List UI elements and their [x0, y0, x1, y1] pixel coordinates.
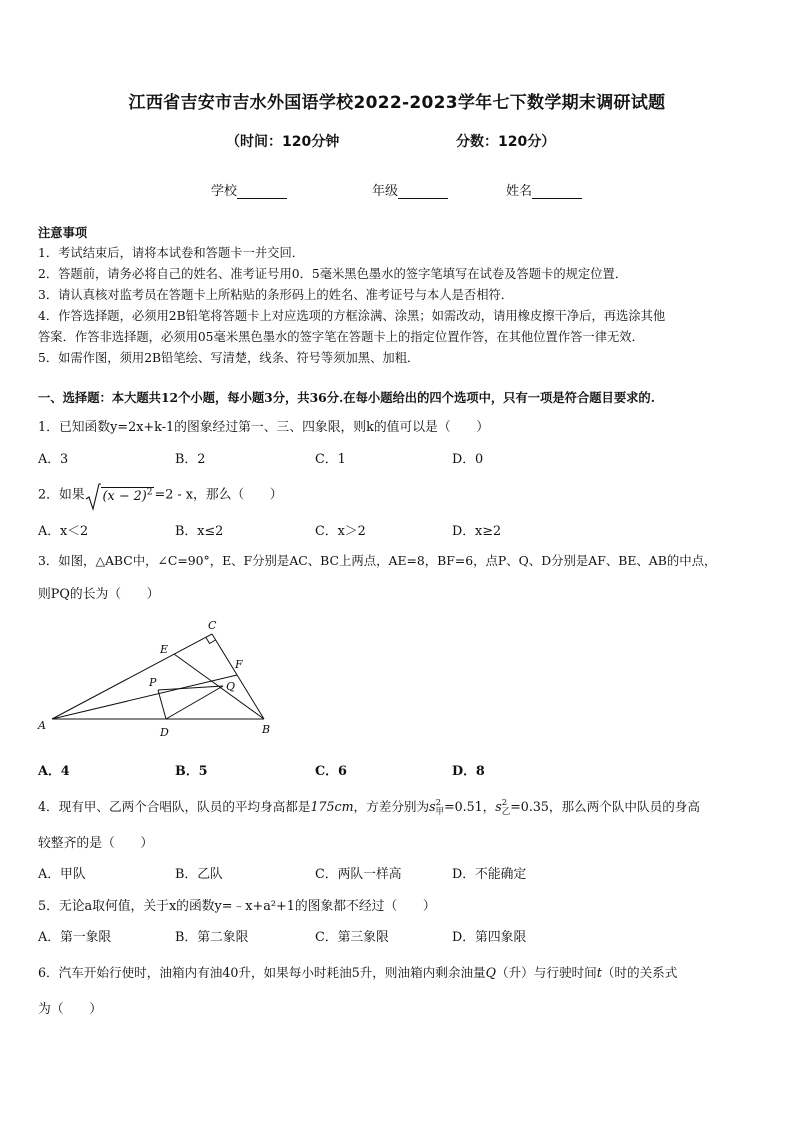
question-4-line1: 4．现有甲、乙两个合唱队，队员的平均身高都是175cm，方差分别为s 2 甲 =0.51，s 2 乙 =0.35，那么两个队中队员的身高: [38, 797, 700, 817]
exam-score: 分数：120分）: [456, 134, 556, 150]
note-item: 2．答题前，请务必将自己的姓名、准考证号用0．5毫米黑色墨水的签字笔填写在试卷及答题卡的规定位置．: [38, 267, 628, 281]
q4-option-b: B．乙队: [175, 867, 223, 882]
grade-blank: [398, 185, 448, 199]
q4-option-c: C．两队一样高: [315, 867, 402, 882]
notes-heading: 注意事项: [38, 225, 88, 240]
segment-PD: [158, 690, 166, 719]
q4-option-a: A．甲队: [38, 867, 86, 882]
segment-PQ: [158, 686, 223, 690]
right-angle-mark: [206, 638, 216, 644]
label-Q: Q: [226, 680, 236, 693]
q5-option-a: A．第一象限: [38, 930, 112, 945]
label-A: A: [38, 719, 46, 732]
grade-label: 年级: [372, 184, 399, 199]
school-blank: [237, 185, 287, 199]
q4-option-d: D．不能确定: [452, 867, 527, 882]
q2-radicand: $(x - 2)^2$: [102, 488, 153, 505]
question-6-line1: 6．汽车开始行使时，油箱内有油40升，如果每小时耗油5升，则油箱内剩余油量Q（升）与行驶时间t（时的关系式: [38, 965, 678, 980]
note-item: 5．如需作图，须用2B铅笔绘、写清楚，线条、符号等须加黑、加粗．: [38, 351, 420, 365]
label-C: C: [208, 619, 217, 632]
label-P: P: [149, 676, 157, 689]
exam-time: （时间：120分钟: [226, 134, 340, 150]
q6-var-Q: Q: [485, 965, 496, 980]
question-3-line1: 3．如图，△ABC中，∠C=90°，E、F分别是AC、BC上两点，AE=8，BF=6，点P、Q、D分别是AF、BE、AB的中点，: [38, 553, 717, 568]
triangle-figure: [36, 612, 286, 742]
name-field: [506, 180, 582, 199]
q5-option-b: B．第二象限: [175, 930, 249, 945]
note-item: 1．考试结束后，请将本试卷和答题卡一并交回．: [38, 246, 305, 260]
question-6-line2: 为（ ）: [38, 1002, 102, 1017]
school-label: 学校: [211, 184, 238, 199]
q2-option-c: C．x＞2: [315, 524, 366, 539]
q1-option-c: C．1: [315, 452, 346, 467]
radical-sign: [85, 482, 101, 512]
section-heading: 一、选择题：本大题共12个小题，每小题3分，共36分.在每小题给出的四个选项中，只有一项是符合题目要求的.: [38, 390, 656, 405]
school-field: [211, 180, 287, 199]
question-1-stem: 1．已知函数y=2x+k-1的图象经过第一、三、四象限，则k的值可以是（ ）: [38, 420, 490, 435]
q4-height: 175cm: [310, 799, 354, 814]
segment-CB: [212, 634, 264, 719]
q3-option-a: A．4: [38, 764, 70, 779]
notes-section: [38, 222, 758, 369]
grade-field: [372, 180, 448, 199]
label-D: D: [160, 726, 169, 739]
label-F: F: [235, 658, 243, 671]
segment-DQ: [166, 686, 223, 719]
q2-option-b: B．x≤2: [175, 524, 224, 539]
q2-suffix: =2 - x，那么（ ）: [154, 487, 283, 503]
q2-option-a: A．x＜2: [38, 524, 89, 539]
note-item: 3．请认真核对监考员在答题卡上所粘贴的条形码上的姓名、准考证号与本人是否相符．: [38, 288, 514, 302]
label-E: E: [160, 643, 169, 656]
question-2-stem: [38, 478, 283, 508]
q1-option-b: B．2: [175, 452, 206, 467]
q5-option-d: D．第四象限: [452, 930, 527, 945]
q2-option-d: D．x≥2: [452, 524, 502, 539]
q1-option-a: A．3: [38, 452, 69, 467]
q2-prefix: 2．如果: [38, 487, 85, 503]
q5-option-c: C．第三象限: [315, 930, 389, 945]
q3-option-b: B．5: [175, 764, 208, 779]
page-title: 江西省吉安市吉水外国语学校2022-2023学年七下数学期末调研试题: [128, 93, 666, 113]
q3-option-c: C．6: [315, 764, 347, 779]
name-blank: [532, 185, 582, 199]
q3-option-d: D．8: [452, 764, 485, 779]
variance-yi: s 2 乙: [495, 797, 511, 817]
segment-AF: [52, 675, 237, 719]
note-item: 答案．作答非选择题，必须用05毫米黑色墨水的签字笔在答题卡上的指定位置作答，在其他位置作答一律无效．: [38, 330, 644, 344]
q6-var-t: t: [596, 965, 602, 980]
sqrt-expression: [85, 478, 155, 512]
q1-option-d: D．0: [452, 452, 484, 467]
label-B: B: [262, 723, 271, 736]
name-label: 姓名: [506, 184, 533, 199]
question-5-stem: 5．无论a取何值，关于x的函数y=﹣x+a²+1的图象都不经过（ ）: [38, 899, 436, 914]
variance-jia: s 2 甲: [429, 797, 445, 817]
question-3-line2: 则PQ的长为（ ）: [38, 587, 160, 602]
note-item: 4．作答选择题，必须用2B铅笔将答题卡上对应选项的方框涂满、涂黑；如需改动，请用橡皮擦干净后，再选涂其他: [38, 309, 666, 323]
question-4-line2: 较整齐的是（ ）: [38, 836, 154, 851]
